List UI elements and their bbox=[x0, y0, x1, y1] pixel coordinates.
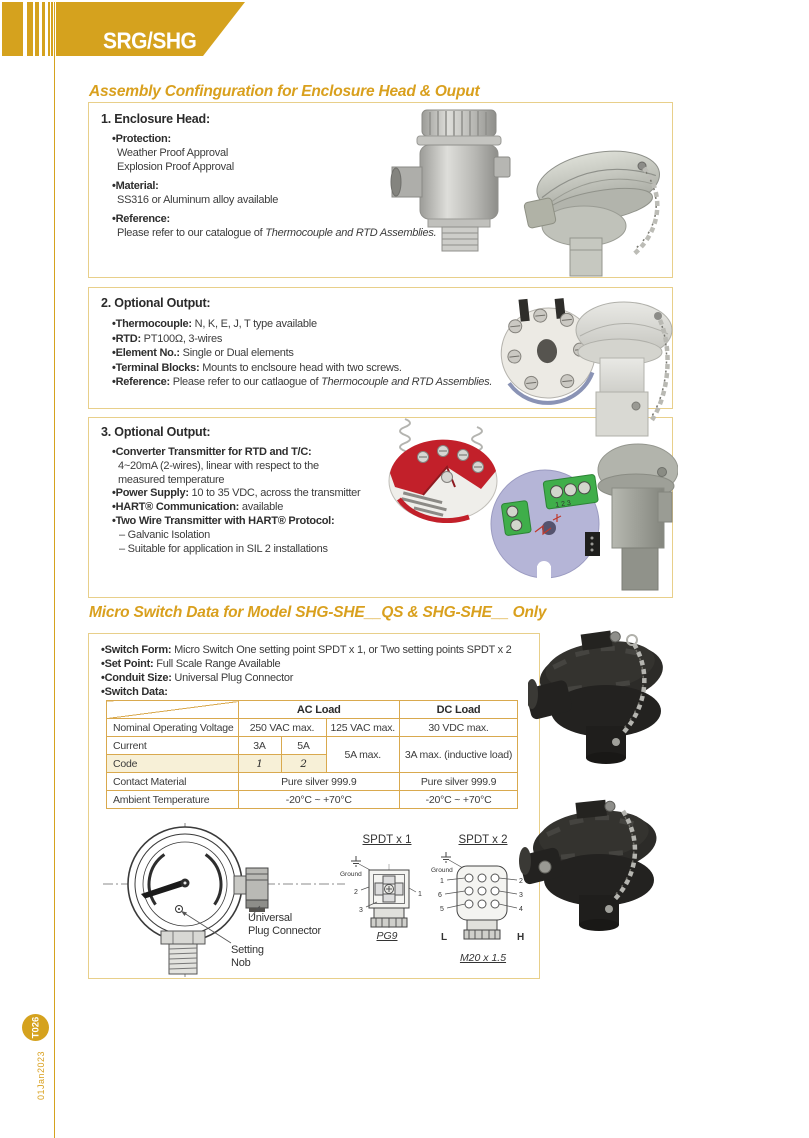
table-row-voltage: Nominal Operating Voltage 250 VAC max. 125 VAC max. 30 VDC max. bbox=[107, 719, 518, 737]
banner-left-block bbox=[2, 2, 23, 56]
spdt2-high-label: H bbox=[517, 932, 525, 942]
material-line: SS316 or Aluminum alloy available bbox=[117, 194, 279, 206]
bullet-converter: •Converter Transmitter for RTD and T/C: bbox=[112, 446, 312, 458]
banner-stripe bbox=[42, 2, 45, 56]
bullet-set-point: •Set Point: Full Scale Range Available bbox=[101, 658, 281, 670]
table-row-code: Code 1 2 bbox=[107, 755, 518, 773]
protection-line: Weather Proof Approval bbox=[117, 147, 229, 159]
bullet-rtd: •RTD: PT100Ω, 3-wires bbox=[112, 332, 223, 345]
table-row-contact: Contact Material Pure silver 999.9 Pure silver 999.9 bbox=[107, 773, 518, 791]
box-micro-switch bbox=[88, 633, 540, 979]
bullet-element-no: •Element No.: Single or Dual elements bbox=[112, 347, 294, 359]
bullet-thermocouple: •Thermocouple: N, K, E, J, T type available bbox=[112, 318, 317, 330]
bullet-switch-data: •Switch Data: bbox=[101, 686, 168, 698]
banner-stripe bbox=[35, 2, 39, 56]
bullet-switch-form: •Switch Form: Micro Switch One setting point SPDT x 1, or Two setting points SPDT x 2 bbox=[101, 644, 512, 656]
material-label: •Material: bbox=[112, 180, 159, 192]
spdt1-diagram bbox=[339, 834, 435, 976]
gray-head-photo bbox=[596, 430, 678, 597]
black-head-photo-bottom bbox=[516, 795, 676, 950]
black-head-photo-top bbox=[528, 626, 678, 781]
spdt2-pin1: 1 bbox=[440, 878, 444, 885]
table-header-row bbox=[107, 701, 518, 719]
bullet-two-wire: •Two Wire Transmitter with HART® Protocol: bbox=[112, 515, 335, 527]
dash-sil2: – Suitable for application in SIL 2 installations bbox=[119, 543, 328, 555]
section-title-assembly: Assembly Confinguration for Enclosure Head & Ouput bbox=[89, 83, 480, 100]
bullet-conduit-size: •Conduit Size: Universal Plug Connector bbox=[101, 672, 294, 684]
bullet-power-supply: •Power Supply: 10 to 35 VDC, across the transmitter bbox=[112, 487, 361, 499]
table-corner-cell bbox=[107, 701, 239, 719]
col-header-ac-load: AC Load bbox=[238, 701, 400, 719]
spdt2-pin4: 4 bbox=[519, 906, 523, 913]
spdt2-thread-label: M20 x 1.5 bbox=[459, 952, 507, 964]
page-number: T026 bbox=[30, 1016, 41, 1039]
spdt2-pin6: 6 bbox=[438, 892, 442, 899]
protection-label: •Protection: bbox=[112, 133, 171, 145]
page-number-badge bbox=[22, 1014, 49, 1041]
label-universal-line1: Universal bbox=[248, 912, 293, 924]
spdt2-low-label: L bbox=[441, 932, 448, 942]
converter-line: 4~20mA (2-wires), linear with respect to the bbox=[118, 460, 319, 472]
switch-data-table bbox=[106, 700, 518, 809]
label-universal-line2: Plug Connector bbox=[248, 925, 322, 937]
spdt1-pin2: 2 bbox=[354, 889, 358, 896]
white-head-photo bbox=[566, 296, 674, 451]
enclosure-head-photo-chain bbox=[522, 138, 672, 285]
converter-line: measured temperature bbox=[118, 473, 225, 486]
banner-stripe bbox=[54, 2, 55, 56]
spdt2-pin5: 5 bbox=[440, 906, 444, 913]
section-title-micro-switch: Micro Switch Data for Model SHG-SHE__QS & SHG-SHE__ Only bbox=[89, 604, 547, 621]
box1-heading: 1. Enclosure Head: bbox=[101, 112, 210, 126]
spdt2-pin3: 3 bbox=[519, 892, 523, 899]
spdt1-ground-label: Ground bbox=[340, 871, 362, 878]
reference-line: Please refer to our catalogue of Thermocouple and RTD Assemblies. bbox=[117, 227, 437, 239]
gauge-drawing bbox=[99, 821, 349, 986]
spdt1-thread-label: PG9 bbox=[376, 930, 398, 942]
enclosure-head-photo-aluminum bbox=[390, 107, 525, 272]
revision-date: 01Jan2023 bbox=[36, 1050, 46, 1100]
bullet-reference: •Reference: Please refer to our catlaogue of Thermocouple and RTD Assemblies. bbox=[112, 376, 493, 388]
banner-stripe bbox=[27, 2, 33, 56]
table-row-current: Current 3A 5A 5A max. 3A max. (inductive load) bbox=[107, 737, 518, 755]
reference-label: •Reference: bbox=[112, 213, 170, 225]
banner-stripe bbox=[51, 2, 53, 56]
spdt2-pin2: 2 bbox=[519, 878, 523, 885]
model-tag: SRG/SHG bbox=[103, 29, 197, 54]
protection-line: Explosion Proof Approval bbox=[117, 160, 234, 173]
banner-stripe bbox=[48, 2, 50, 56]
label-setting-line2: Nob bbox=[231, 957, 251, 969]
box3-heading: 3. Optional Output: bbox=[101, 425, 211, 439]
col-header-dc-load: DC Load bbox=[400, 701, 518, 719]
table-row-ambient: Ambient Temperature -20°C ~ +70°C -20°C ~ +70°C bbox=[107, 791, 518, 809]
spdt2-ground-label: Ground bbox=[431, 867, 453, 874]
bullet-hart: •HART® Communication: available bbox=[112, 501, 284, 513]
dash-galvanic: – Galvanic Isolation bbox=[119, 529, 210, 541]
spdt1-title: SPDT x 1 bbox=[362, 834, 412, 846]
spine-rule bbox=[54, 56, 55, 1138]
green-terminal-pin-labels: 1 2 3 bbox=[554, 499, 572, 509]
label-setting-line1: Setting bbox=[231, 944, 264, 956]
spdt2-title: SPDT x 2 bbox=[458, 834, 508, 846]
spdt1-pin1: 1 bbox=[418, 891, 422, 898]
box2-heading: 2. Optional Output: bbox=[101, 296, 211, 310]
bullet-terminal-blocks: •Terminal Blocks: Mounts to enclsoure head with two screws. bbox=[112, 361, 402, 374]
lavender-transmitter-photo bbox=[487, 462, 605, 589]
spdt1-pin3: 3 bbox=[359, 907, 363, 914]
